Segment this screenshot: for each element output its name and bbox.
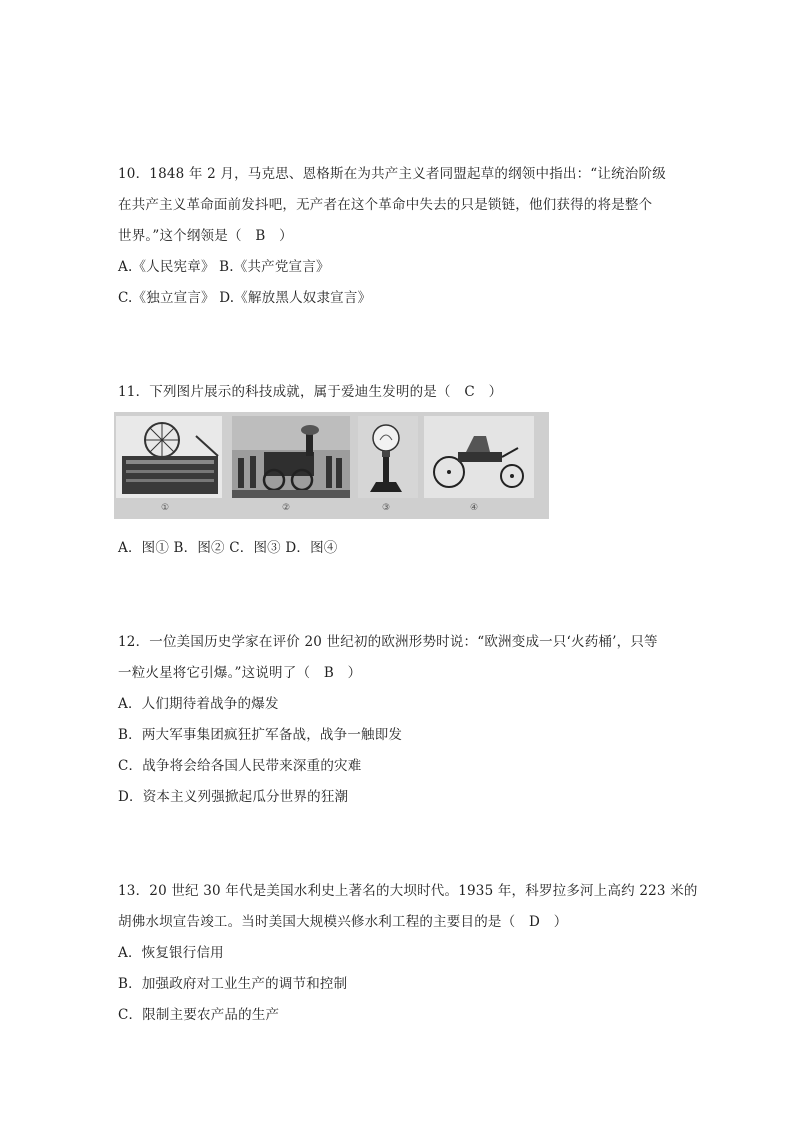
question-12 xyxy=(118,627,678,813)
figure-caption-3: ③ xyxy=(381,503,391,513)
figure-caption-2: ② xyxy=(281,503,291,513)
figure-spinning-machine xyxy=(116,416,222,498)
figure-caption-4: ④ xyxy=(469,503,479,513)
question-13-stem-line-2: 胡佛水坝宣告竣工。当时美国大规模兴修水利工程的主要目的是（ D ） xyxy=(118,914,568,930)
question-11 xyxy=(118,377,678,408)
question-10 xyxy=(118,159,678,314)
question-11-options xyxy=(118,533,678,564)
question-10-stem-line-2: 在共产主义革命面前发抖吧，无产者在这个革命中失去的只是锁链，他们获得的将是整个 xyxy=(118,197,653,213)
question-12-stem-line-1: 12．一位美国历史学家在评价 20 世纪初的欧洲形势时说：“欧洲变成一只‘火药桶’，只等 xyxy=(118,634,658,650)
question-13-option-c: C．限制主要农产品的生产 xyxy=(118,1007,280,1023)
question-12-stem-line-2: 一粒火星将它引爆。”这说明了（ B ） xyxy=(118,665,362,681)
question-10-stem-line-1: 10．1848 年 2 月，马克思、恩格斯在为共产主义者同盟起草的纲领中指出：“让统治阶级 xyxy=(118,166,666,182)
figure-steam-locomotive xyxy=(232,416,350,498)
question-12-option-b: B．两大军事集团疯狂扩军备战，战争一触即发 xyxy=(118,727,403,743)
question-13-option-a: A．恢复银行信用 xyxy=(118,945,224,961)
figure-caption-1: ① xyxy=(160,503,170,513)
question-10-options-ab: A.《人民宪章》 B.《共产党宣言》 xyxy=(118,259,330,275)
figure-motor-car xyxy=(424,416,534,498)
question-13 xyxy=(118,876,698,1031)
question-12-option-d: D．资本主义列强掀起瓜分世界的狂潮 xyxy=(118,789,349,805)
question-13-option-b: B．加强政府对工业生产的调节和控制 xyxy=(118,976,348,992)
question-10-options-cd: C.《独立宣言》 D.《解放黑人奴隶宣言》 xyxy=(118,290,372,306)
question-12-option-c: C．战争将会给各国人民带来深重的灾难 xyxy=(118,758,362,774)
question-11-figure xyxy=(114,412,549,519)
question-13-stem-line-1: 13．20 世纪 30 年代是美国水利史上著名的大坝时代。1935 年，科罗拉多河上高约 223 米的 xyxy=(118,883,698,899)
question-12-option-a: A．人们期待着战争的爆发 xyxy=(118,696,279,712)
question-11-stem: 11．下列图片展示的科技成就，属于爱迪生发明的是（ C ） xyxy=(118,384,503,400)
question-11-options-line: A．图① B．图② C．图③ D．图④ xyxy=(118,540,338,556)
figure-light-bulb xyxy=(358,416,418,498)
question-10-stem-line-3: 世界。”这个纲领是（ B ） xyxy=(118,228,293,244)
